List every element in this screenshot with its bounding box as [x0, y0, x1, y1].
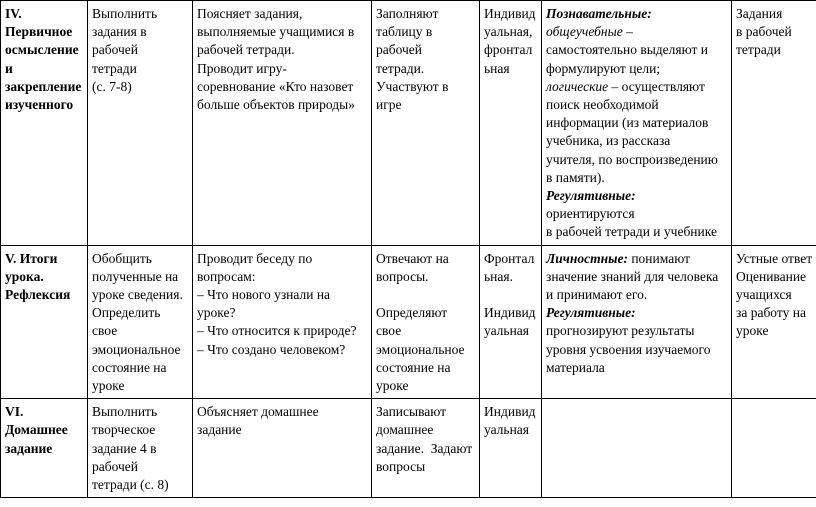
stage-cell: V. Итоги урока. Рефлексия — [1, 245, 88, 399]
control-cell: Задания в рабочей тетради — [732, 1, 816, 246]
work-form-cell: Индивид уальная — [480, 399, 542, 498]
table-row — [1, 399, 816, 498]
student-activity-cell: Заполняют таблицу в рабочей тетради. Участвуют в игре — [372, 1, 480, 246]
uud-cell: Познавательные: общеучебные – самостоятельно выделяют и формулируют цели; логические – осуществляют поиск необходимой информации (из материалов учебника, из рассказа учителя, по воспроизведению в памяти). Регулятивные: ориентируются в рабочей тетради и учебнике — [542, 1, 732, 246]
work-form-cell: Фронтал ьная. Индивид уальная — [480, 245, 542, 399]
uud-heading: Регулятивные: — [546, 305, 636, 321]
control-cell: Устные ответ Оценивание учащихся за работу на уроке — [732, 245, 816, 399]
task-cell: Выполнить творческое задание 4 в рабочей тетради (с. 8) — [88, 399, 193, 498]
work-form-cell: Индивид уальная, фронтал ьная — [480, 1, 542, 246]
student-activity-cell: Записывают домашнее задание. Задают вопросы — [372, 399, 480, 498]
uud-heading: Познавательные: — [546, 6, 652, 21]
teacher-activity-cell: Объясняет домашнее задание — [193, 399, 372, 498]
stage-cell: VI. Домашнее задание — [1, 399, 88, 498]
student-activity-cell: Отвечают на вопросы. Определяют свое эмоциональное состояние на уроке — [372, 245, 480, 399]
table-row — [1, 245, 816, 399]
control-cell — [732, 399, 816, 498]
table-row — [1, 1, 816, 246]
teacher-activity-cell: Проводит беседу по вопросам: – Что нового узнали на уроке? – Что относится к природе? – Что создано человеком? — [193, 245, 372, 399]
task-cell: Обобщить полученные на уроке сведения. Определить свое эмоциональное состояние на уроке — [88, 245, 193, 399]
uud-cell — [542, 399, 732, 498]
uud-heading: Личностные: — [546, 250, 628, 266]
teacher-activity-cell: Поясняет задания, выполняемые учащимися в рабочей тетради. Проводит игру- соревнование «Кто назовет больше объектов природы» — [193, 1, 372, 246]
uud-heading: Регулятивные: — [546, 188, 636, 204]
stage-cell: IV. Первичное осмысление и закрепление изученного — [1, 1, 88, 246]
uud-cell: Личностные: понимают значение знаний для человека и принимают его. Регулятивные: прогнозируют результаты уровня усвоения изучаемого материала — [542, 245, 732, 399]
task-cell: Выполнить задания в рабочей тетради (с. 7-8) — [88, 1, 193, 246]
